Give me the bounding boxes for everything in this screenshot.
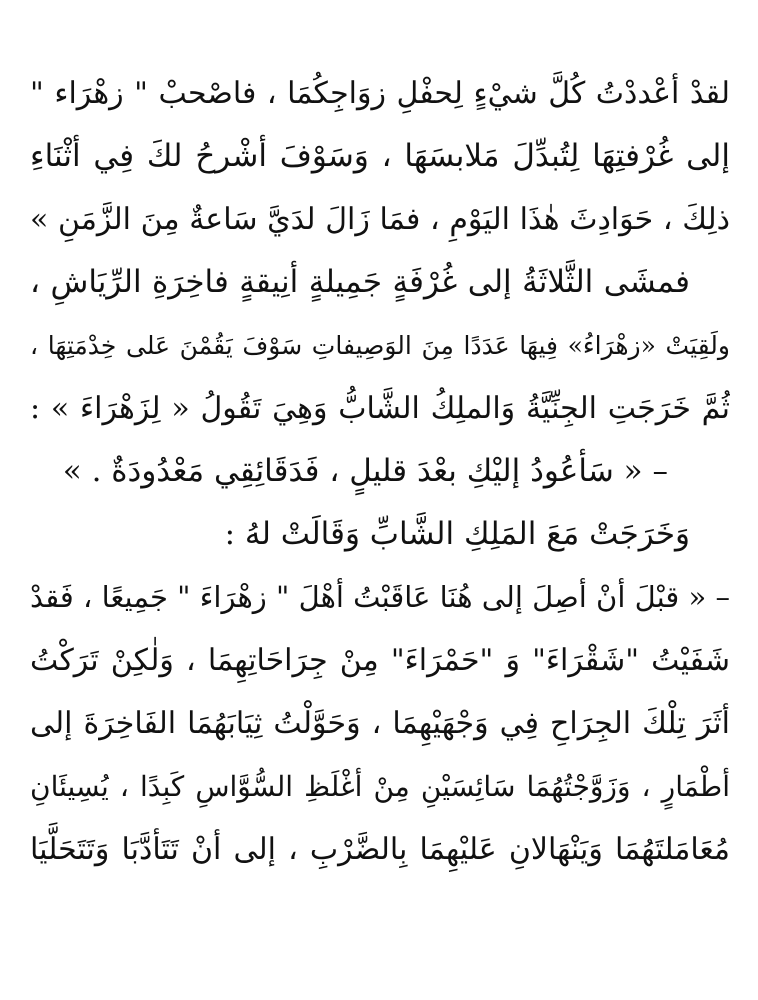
text-line-4: فمشَى الثَّلاثَةُ إلى غُرْفَةٍ جَمِيلةٍ أنِيقةٍ فاخِرَةِ الرِّيَاشِ ، [30,264,690,300]
text-line-12: أطْمَارٍ ، وَزَوَّجْتُهُمَا سَائِسَيْنِ مِنْ أغْلَظِ السُّوَّاسِ كَبِدًا ، يُسِيئَانِ [30,770,730,803]
text-line-10: شَفَيْتُ "شَقْرَاءَ" وَ "حَمْرَاءَ" مِنْ جِرَاحَاتِهِمَا ، وَلٰكِنْ تَرَكْتُ [30,643,730,678]
text-line-11: أثَرَ تِلْكَ الجِرَاحِ فِي وَجْهَيْهِمَا ، وَحَوَّلْتُ ثِيَابَهُمَا الفَاخِرَةَ إلى [30,706,730,741]
text-line-6: ثُمَّ خَرَجَتِ الجِنِّيَّةُ وَالملِكُ الشَّابُّ وَهِيَ تَقُولُ « لِزَهْرَاءَ » : [30,391,730,426]
text-line-2: إلى غُرْفتِهَا لِتُبدِّلَ مَلابسَهَا ، وَسَوْفَ أشْرحُ لكَ فِي أثْنَاءِ [30,138,730,174]
text-line-3: ذلِكَ ، حَوَادِثَ هٰذَا اليَوْمِ ، فمَا زَالَ لدَيَّ سَاعةٌ مِنَ الزَّمَنِ » [30,202,730,237]
body-text [30,62,730,881]
text-line-7: – « سَأعُودُ إليْكِ بعْدَ قليلٍ ، فَدَقَائِقِي مَعْدُودَةٌ . » [62,453,668,489]
text-line-8: وَخَرَجَتْ مَعَ المَلِكِ الشَّابِّ وَقَالَتْ لهُ : [224,516,690,552]
text-line-9: – « قبْلَ أنْ أصِلَ إلى هُنَا عَاقَبْتُ أهْلَ " زهْرَاءَ " جَمِيعًا ، فَقدْ [30,580,730,614]
text-line-5: ولَقِيَتْ «زهْرَاءُ» فِيهَا عَدَدًا مِنَ الوَصِيفاتِ سَوْفَ يَقُمْنَ عَلى خِدْمَتِهَا ، [30,331,730,360]
text-line-1: لقدْ أعْددْتُ كُلَّ شيْءٍ لِحفْلِ زوَاجِكُمَا ، فاصْحبْ " زهْرَاء " [30,76,730,111]
text-line-13: مُعَامَلتَهُمَا وَيَنْهَالانِ عَليْهِمَا بِالضَّرْبِ ، إلى أنْ تَتَأدَّبَا وَتَتَحَلَّيَا [30,832,730,867]
